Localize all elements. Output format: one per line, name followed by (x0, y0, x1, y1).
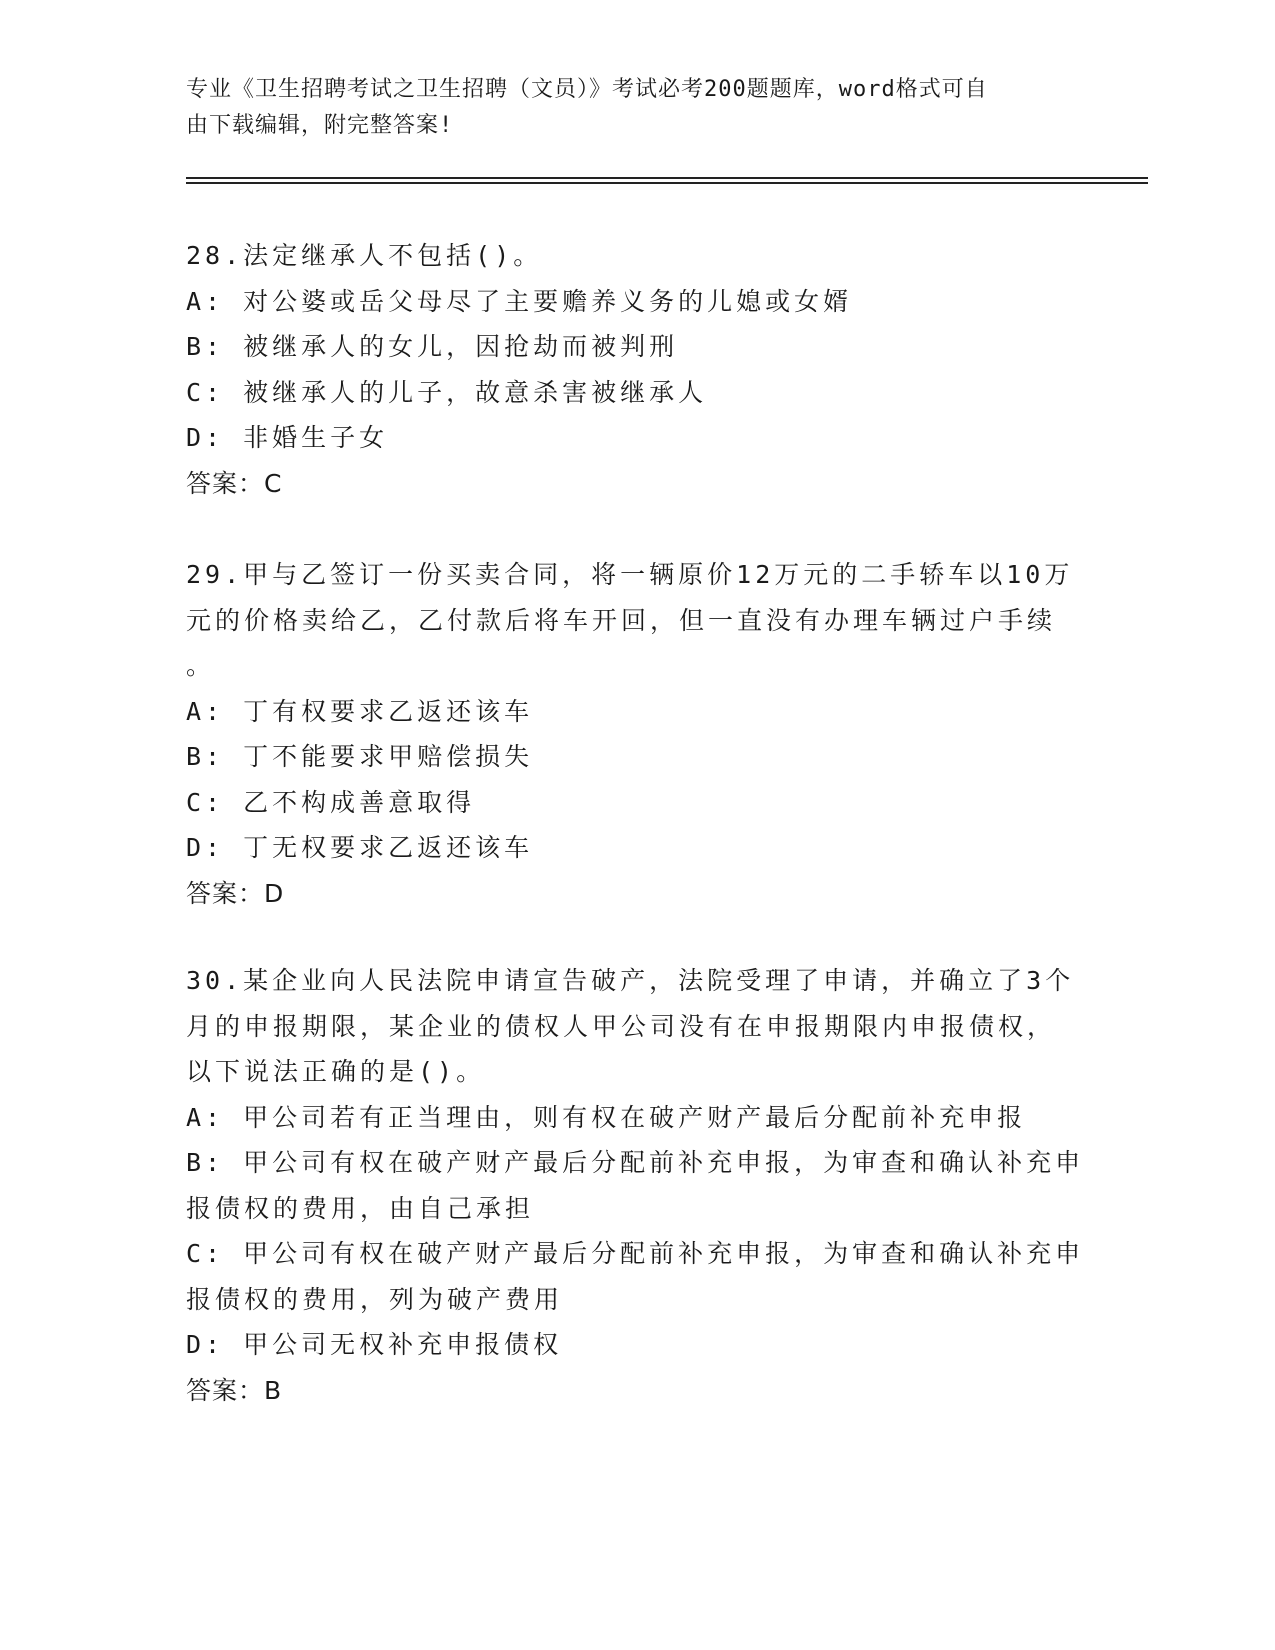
header-line-2: 由下载编辑，附完整答案! (186, 113, 454, 138)
question-stem-line-2: 月的申报期限，某企业的债权人甲公司没有在申报期限内申报债权， (186, 1011, 1057, 1041)
question-28 (186, 233, 1086, 506)
document-header (186, 72, 1086, 144)
option-c-line-1: C: 甲公司有权在破产财产最后分配前补充申报，为审查和确认补充申 (186, 1239, 1085, 1268)
option-c-line-2: 报债权的费用，列为破产费用 (186, 1284, 564, 1314)
option-b-line-2: 报债权的费用，由自己承担 (186, 1193, 535, 1223)
question-29 (186, 552, 1086, 916)
option-c: C: 被继承人的儿子，故意杀害被继承人 (186, 377, 708, 407)
question-stem-line-2: 元的价格卖给乙，乙付款后将车开回，但一直没有办理车辆过户手续 (186, 605, 1057, 635)
header-divider-top (186, 177, 1148, 179)
answer-label: 答案：B (186, 1375, 283, 1405)
question-stem: 28.法定继承人不包括()。 (186, 241, 543, 270)
answer-label: 答案：D (186, 878, 285, 908)
option-a: A: 甲公司若有正当理由，则有权在破产财产最后分配前补充申报 (186, 1102, 1027, 1132)
header-divider-bottom (186, 182, 1148, 184)
option-b: B: 被继承人的女儿，因抢劫而被判刑 (186, 332, 679, 361)
option-a: A: 对公婆或岳父母尽了主要赡养义务的儿媳或女婿 (186, 286, 853, 316)
question-stem-line-3: 。 (186, 651, 216, 680)
question-stem-line-1: 29.甲与乙签订一份买卖合同，将一辆原价12万元的二手轿车以10万 (186, 560, 1074, 589)
option-d: D: 丁无权要求乙返还该车 (186, 833, 534, 862)
option-d: D: 非婚生子女 (186, 423, 389, 452)
option-b-line-1: B: 甲公司有权在破产财产最后分配前补充申报，为审查和确认补充申 (186, 1148, 1085, 1177)
question-stem-line-1: 30.某企业向人民法院申请宣告破产，法院受理了申请，并确立了3个 (186, 966, 1075, 995)
question-30 (186, 958, 1086, 1413)
header-line-1: 专业《卫生招聘考试之卫生招聘（文员）》考试必考200题题库，word格式可自 (186, 77, 988, 102)
option-a: A: 丁有权要求乙返还该车 (186, 696, 534, 726)
option-d: D: 甲公司无权补充申报债权 (186, 1330, 563, 1359)
option-b: B: 丁不能要求甲赔偿损失 (186, 742, 534, 771)
option-c: C: 乙不构成善意取得 (186, 787, 476, 817)
question-stem-line-3: 以下说法正确的是()。 (186, 1057, 486, 1086)
answer-label: 答案：C (186, 468, 283, 498)
